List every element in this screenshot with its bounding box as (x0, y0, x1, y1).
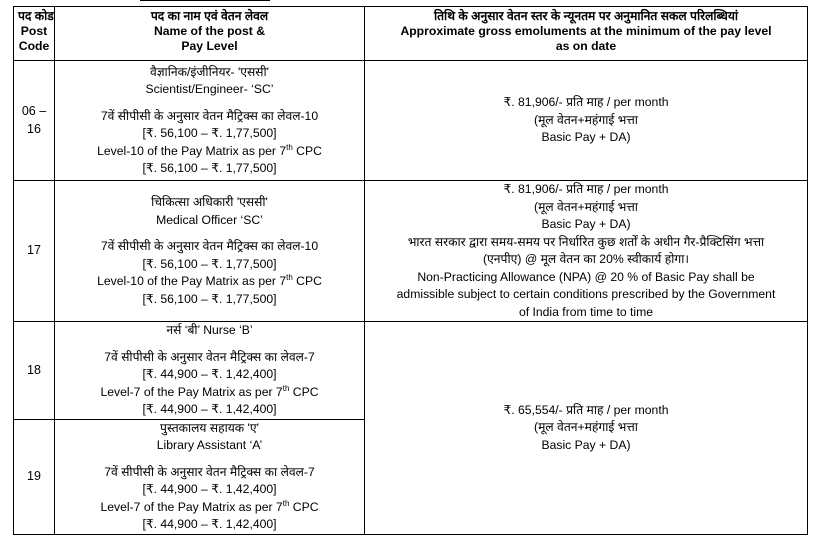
header-row (14, 7, 808, 61)
post-code: 18 (14, 322, 55, 420)
emolument-amount: ₹. 81,906/- प्रति माह / per month (503, 95, 669, 110)
pay-range-2: [₹. 44,900 – ₹. 1,42,400] (142, 402, 277, 416)
post-details (55, 181, 365, 322)
pay-level-hindi: 7वें सीपीसी के अनुसार वेतन मैट्रिक्स का लेवल-7 (104, 464, 315, 479)
top-rule (140, 0, 270, 1)
header-name-english-2: Pay Level (181, 39, 238, 53)
pay-level-english: Level-10 of the Pay Matrix as per 7th CPC (97, 272, 322, 288)
pay-level-hindi: 7वें सीपीसी के अनुसार वेतन मैट्रिक्स का लेवल-10 (100, 108, 319, 123)
header-pay-english-2: as on date (555, 39, 617, 53)
post-name: नर्स ‘बी’ Nurse ‘B’ (166, 323, 253, 337)
post-code: 06 – 16 (14, 61, 55, 181)
pay-table (13, 6, 808, 535)
emolument-basis-hindi: (मूल वेतन+महंगाई भत्ता (534, 420, 638, 434)
post-code: 17 (14, 181, 55, 322)
emolument-amount: ₹. 65,554/- प्रति माह / per month (503, 402, 669, 417)
post-name-hindi: चिकित्सा अधिकारी 'एससी' (151, 195, 268, 209)
pay-range: [₹. 56,100 – ₹. 1,77,500] (142, 256, 277, 271)
npa-note-hindi: भारत सरकार द्वारा समय-समय पर निर्धारित कुछ शर्तों के अधीन गैर-प्रैक्टिसिंग भत्ता (407, 234, 765, 249)
emolument-basis-hindi: (मूल वेतन+महंगाई भत्ता (534, 112, 638, 127)
emolument-basis-hindi: (मूल वेतन+महंगाई भत्ता (534, 199, 638, 214)
pay-level-english: Level-7 of the Pay Matrix as per 7th CPC (100, 383, 319, 399)
post-name-english: Library Assistant ‘A’ (156, 438, 263, 452)
pay-range-2: [₹. 56,100 – ₹. 1,77,500] (142, 161, 277, 175)
header-code-english: Post (20, 24, 48, 38)
pay-level-hindi: 7वें सीपीसी के अनुसार वेतन मैट्रिक्स का लेवल-7 (104, 349, 315, 364)
emolument-basis-english: Basic Pay + DA) (541, 217, 631, 231)
header-name-english: Name of the post & (153, 24, 266, 38)
pay-level-english: Level-7 of the Pay Matrix as per 7th CPC (100, 498, 319, 514)
header-post-code (14, 7, 55, 61)
header-emoluments (365, 7, 808, 61)
emoluments-cell (365, 61, 808, 181)
npa-note-hindi-2: (एनपीए) @ मूल वेतन का 20% स्वीकार्य होगा। (483, 252, 689, 266)
emolument-amount: ₹. 81,906/- प्रति माह / per month (503, 182, 669, 196)
emolument-basis-english: Basic Pay + DA) (541, 130, 631, 145)
npa-note-english: Non-Practicing Allowance (NPA) @ 20 % of Basic Pay shall be (417, 269, 755, 284)
header-code-english-2: Code (18, 39, 50, 53)
pay-range: [₹. 44,900 – ₹. 1,42,400] (142, 482, 277, 496)
post-details (55, 61, 365, 181)
pay-level-english: Level-10 of the Pay Matrix as per 7th CPC (97, 142, 322, 158)
pay-level-hindi: 7वें सीपीसी के अनुसार वेतन मैट्रिक्स का लेवल-10 (100, 239, 319, 253)
npa-note-english-3: of India from time to time (518, 304, 654, 319)
pay-range-2: [₹. 44,900 – ₹. 1,42,400] (142, 517, 277, 531)
header-pay-hindi: तिथि के अनुसार वेतन स्तर के न्यूनतम पर अनुमानित सकल परिलब्धियां (433, 9, 739, 23)
pay-range: [₹. 44,900 – ₹. 1,42,400] (142, 367, 277, 381)
table-row (14, 322, 808, 420)
post-details (55, 322, 365, 420)
post-name-hindi: वैज्ञानिक/इंजीनियर- 'एससी' (149, 64, 270, 79)
post-code: 19 (14, 419, 55, 534)
emolument-basis-english: Basic Pay + DA) (541, 437, 631, 452)
npa-note-english-2: admissible subject to certain conditions prescribed by the Government (396, 287, 776, 301)
table-row (14, 181, 808, 322)
post-name-english: Medical Officer ‘SC’ (156, 212, 263, 227)
header-name-hindi: पद का नाम एवं वेतन लेवल (150, 9, 269, 23)
post-details (55, 419, 365, 534)
emoluments-cell (365, 181, 808, 322)
post-name-english: Scientist/Engineer- ‘SC’ (145, 82, 274, 96)
pay-range: [₹. 56,100 – ₹. 1,77,500] (142, 126, 277, 140)
pay-range-2: [₹. 56,100 – ₹. 1,77,500] (142, 291, 277, 306)
emoluments-cell (365, 322, 808, 535)
header-code-hindi: पद कोड (18, 9, 54, 23)
post-name-hindi: पुस्तकालय सहायक 'ए' (160, 420, 259, 435)
table-row (14, 61, 808, 181)
header-post-name (55, 7, 365, 61)
header-pay-english: Approximate gross emoluments at the minimum of the pay level (400, 24, 772, 38)
